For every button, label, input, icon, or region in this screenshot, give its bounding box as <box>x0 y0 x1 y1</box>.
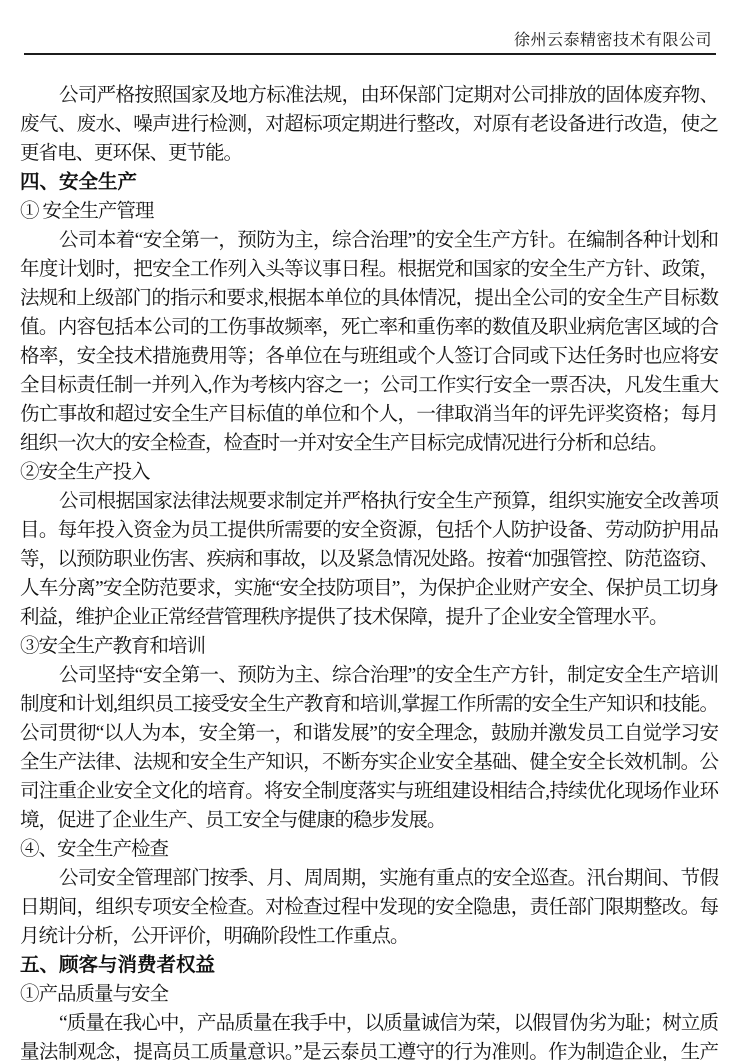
subsection-heading: ① 安全生产管理 <box>20 201 154 222</box>
section-heading: 四、安全生产 <box>20 172 138 193</box>
paragraph: 公司根据国家法律法规要求制定并严格执行安全生产预算，组织实施安全改善项目。每年投入资金为员工提供所需要的安全资源，包括个人防护设备、劳动防护用品等，以预防职业伤害、疾病和事故，以及紧急情况处路。按着“加强管控、防范盗窃、人车分离”安全防范要求，实施“安全技防项目”，为保护企业财产安全、保护员工切身利益，维护企业正常经营管理秩序提供了技术保障，提升了企业安全管理水平。 <box>20 491 718 628</box>
paragraph: 公司坚持“安全第一、预防为主、综合治理”的安全生产方针，制定安全生产培训制度和计划,组织员工接受安全生产教育和培训,掌握工作所需的安全生产知识和技能。公司贯彻“以人为本，安全第一，和谐发展”的安全理念，鼓励并激发员工自觉学习安全生产法律、法规和安全生产知识，不断夯实企业安全基础、健全安全长效机制。公司注重企业安全文化的培育。将安全制度落实与班组建设相结合,持续优化现场作业环境，促进了企业生产、员工安全与健康的稳步发展。 <box>20 665 718 831</box>
section-heading: 五、顾客与消费者权益 <box>20 955 216 976</box>
header-rule <box>24 53 716 55</box>
subsection-heading: ②安全生产投入 <box>20 462 150 483</box>
page-header <box>0 0 750 55</box>
subsection-heading: ③安全生产教育和培训 <box>20 636 206 657</box>
subsection-heading: ①产品质量与安全 <box>20 984 169 1005</box>
header-company-name: 徐州云泰精密技术有限公司 <box>513 32 712 49</box>
paragraph: “质量在我心中，产品质量在我手中，以质量诚信为荣，以假冒伪劣为耻；树立质量法制观念，提高员工质量意识。”是云泰员工遵守的行为准则。作为制造企业，生产 <box>20 1013 718 1061</box>
paragraph: 公司安全管理部门按季、月、周周期，实施有重点的安全巡查。汛台期间、节假日期间，组织专项安全检查。对检查过程中发现的安全隐患，责任部门限期整改。每月统计分析，公开评价，明确阶段性工作重点。 <box>20 868 718 947</box>
paragraph: 公司本着“安全第一，预防为主，综合治理”的安全生产方针。在编制各种计划和年度计划时，把安全工作列入头等议事日程。根据党和国家的安全生产方针、政策，法规和上级部门的指示和要求,根据本单位的具体情况，提出全公司的安全生产目标数值。内容包括本公司的工伤事故频率，死亡率和重伤率的数值及职业病危害区域的合格率，安全技术措施费用等；各单位在与班组或个人签订合同或下达任务时也应将安全目标责任制一并列入,作为考核内容之一；公司工作实行安全一票否决，凡发生重大伤亡事故和超过安全生产目标值的单位和个人，一律取消当年的评先评奖资格；每月组织一次大的安全检查，检查时一并对安全生产目标完成情况进行分析和总结。 <box>20 230 718 454</box>
document-body <box>20 81 718 1061</box>
subsection-heading: ④、安全生产检查 <box>20 839 169 860</box>
paragraph: 公司严格按照国家及地方标准法规，由环保部门定期对公司排放的固体废弃物、废气、废水、噪声进行检测，对超标项定期进行整改，对原有老设备进行改造，使之更省电、更环保、更节能。 <box>20 85 718 164</box>
